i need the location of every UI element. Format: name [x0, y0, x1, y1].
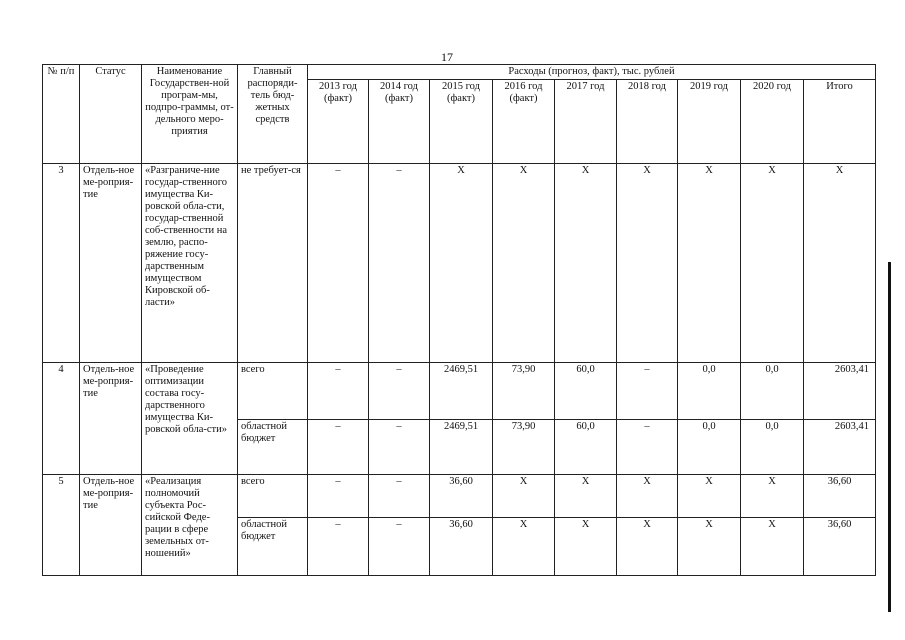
value-cell: – — [369, 518, 430, 576]
value-cell: – — [617, 420, 678, 475]
value-cell: X — [555, 518, 617, 576]
value-cell: 73,90 — [493, 363, 555, 420]
value-cell: 60,0 — [555, 363, 617, 420]
header-year: 2018 год — [617, 80, 678, 164]
scan-edge-bar — [888, 262, 891, 612]
value-cell: X — [678, 164, 741, 363]
value-cell: 0,0 — [741, 363, 804, 420]
value-cell: 2469,51 — [430, 420, 493, 475]
total-cell: 36,60 — [804, 518, 876, 576]
row-manager: всего — [238, 475, 308, 518]
row-name: «Разграниче-ние государ-ственного имущества Ки-ровской обла-сти, государ-ственной соб-ственности на землю, распо-ряжение госу-дарственным имуществом Кировской об-ласти» — [142, 164, 238, 363]
total-cell: X — [804, 164, 876, 363]
value-cell: X — [430, 164, 493, 363]
value-cell: – — [308, 475, 369, 518]
header-year: 2014 год (факт) — [369, 80, 430, 164]
value-cell: X — [617, 518, 678, 576]
header-name: Наименование Государствен-ной програм-мы, подпро-граммы, от-дельного меро-приятия — [142, 65, 238, 164]
total-cell: 36,60 — [804, 475, 876, 518]
value-cell: 36,60 — [430, 475, 493, 518]
row-number: 3 — [43, 164, 80, 363]
row-number: 4 — [43, 363, 80, 475]
row-manager: всего — [238, 363, 308, 420]
row-number: 5 — [43, 475, 80, 576]
table-row — [43, 363, 876, 420]
page-number: 17 — [441, 50, 453, 64]
header-year: 2016 год (факт) — [493, 80, 555, 164]
row-manager: областной бюджет — [238, 518, 308, 576]
value-cell: 0,0 — [678, 363, 741, 420]
header-year: 2013 год (факт) — [308, 80, 369, 164]
row-manager: не требует-ся — [238, 164, 308, 363]
value-cell: – — [308, 363, 369, 420]
row-name: «Реализация полномочий субъекта Рос-сийской Феде-рации в сфере земельных от-ношений» — [142, 475, 238, 576]
header-year: 2019 год — [678, 80, 741, 164]
header-expenses: Расходы (прогноз, факт), тыс. рублей — [308, 65, 876, 80]
value-cell: X — [493, 164, 555, 363]
value-cell: – — [369, 475, 430, 518]
value-cell: – — [369, 420, 430, 475]
header-manager: Главный распоряди-тель бюд-жетных средств — [238, 65, 308, 164]
value-cell: – — [308, 420, 369, 475]
header-total: Итого — [804, 80, 876, 164]
table-row — [43, 475, 876, 518]
total-cell: 2603,41 — [804, 420, 876, 475]
value-cell: – — [308, 518, 369, 576]
value-cell: X — [741, 164, 804, 363]
value-cell: X — [678, 475, 741, 518]
value-cell: 0,0 — [678, 420, 741, 475]
header-year: 2015 год (факт) — [430, 80, 493, 164]
value-cell: X — [741, 518, 804, 576]
expenses-table — [42, 64, 876, 576]
value-cell: X — [555, 475, 617, 518]
value-cell: – — [369, 363, 430, 420]
header-status: Статус — [80, 65, 142, 164]
row-status: Отдель-ное ме-роприя-тие — [80, 164, 142, 363]
header-year: 2020 год — [741, 80, 804, 164]
row-status: Отдель-ное ме-роприя-тие — [80, 363, 142, 475]
value-cell: 2469,51 — [430, 363, 493, 420]
value-cell: X — [555, 164, 617, 363]
row-status: Отдель-ное ме-роприя-тие — [80, 475, 142, 576]
value-cell: 0,0 — [741, 420, 804, 475]
value-cell: 36,60 — [430, 518, 493, 576]
row-manager: областной бюджет — [238, 420, 308, 475]
header-num: № п/п — [43, 65, 80, 164]
value-cell: 73,90 — [493, 420, 555, 475]
value-cell: X — [493, 475, 555, 518]
row-name: «Проведение оптимизации состава госу-дарственного имущества Ки-ровской обла-сти» — [142, 363, 238, 475]
value-cell: X — [493, 518, 555, 576]
value-cell: – — [308, 164, 369, 363]
value-cell: 60,0 — [555, 420, 617, 475]
value-cell: X — [741, 475, 804, 518]
total-cell: 2603,41 — [804, 363, 876, 420]
table-row — [43, 164, 876, 363]
value-cell: X — [617, 164, 678, 363]
header-year: 2017 год — [555, 80, 617, 164]
value-cell: – — [369, 164, 430, 363]
value-cell: X — [678, 518, 741, 576]
value-cell: X — [617, 475, 678, 518]
value-cell: – — [617, 363, 678, 420]
